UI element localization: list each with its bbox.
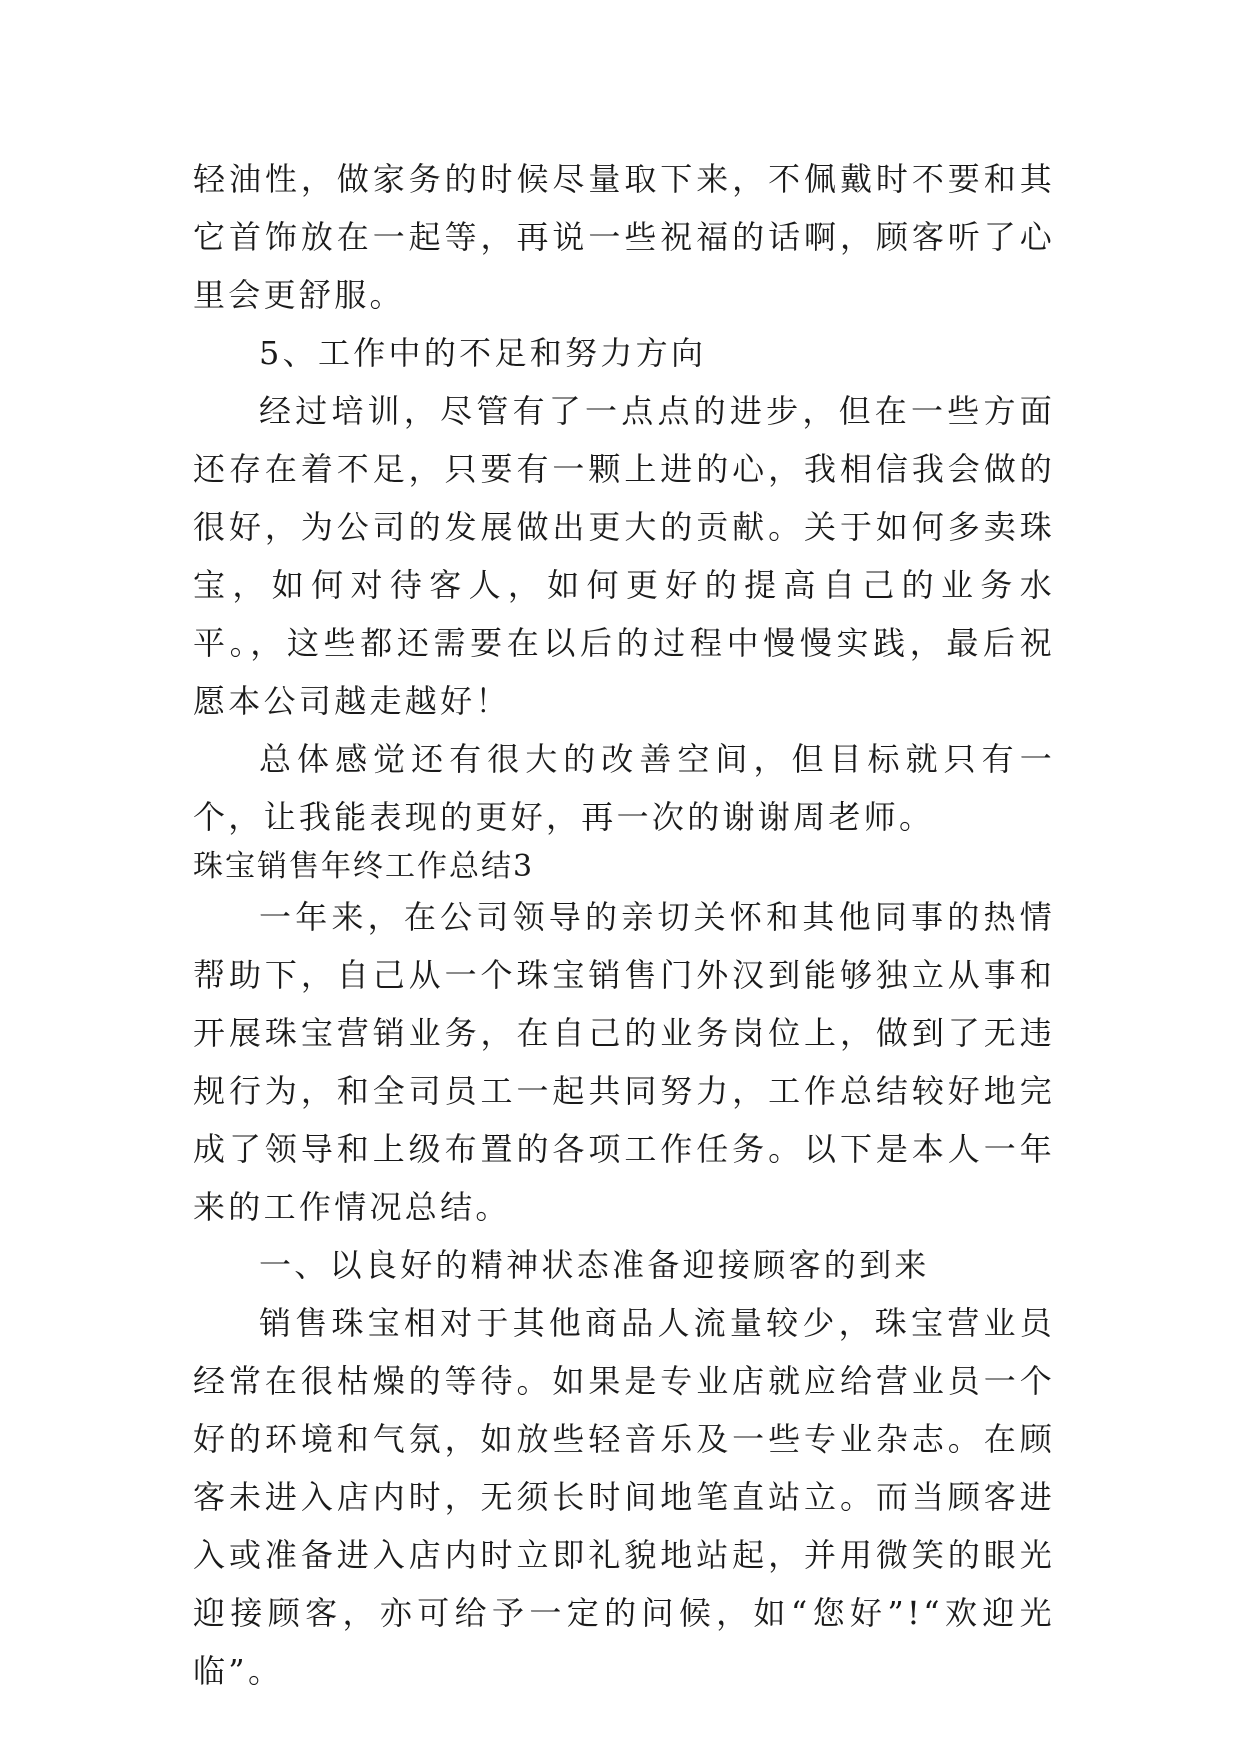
document-page <box>193 150 1055 1700</box>
document-title: 珠宝销售年终工作总结3 <box>193 849 535 884</box>
paragraph-year-review: 一年来，在公司领导的亲切关怀和其他同事的热情帮助下，自己从一个珠宝销售门外汉到能够独立从事和开展珠宝营销业务，在自己的业务岗位上，做到了无违规行为，和全司员工一起共同努力，工作总结较好地完成了领导和上级布置的各项工作任务。以下是本人一年来的工作情况总结。 <box>193 898 1055 1226</box>
paragraph-overall: 总体感觉还有很大的改善空间，但目标就只有一个，让我能表现的更好，再一次的谢谢周老师。 <box>193 740 1055 836</box>
paragraph-continued: 轻油性，做家务的时候尽量取下来，不佩戴时不要和其它首饰放在一起等，再说一些祝福的话啊，顾客听了心里会更舒服。 <box>193 160 1055 314</box>
section-heading-greeting: 一、以良好的精神状态准备迎接顾客的到来 <box>259 1246 930 1284</box>
section-heading-shortcomings: 5、工作中的不足和努力方向 <box>259 334 707 372</box>
paragraph-training: 经过培训，尽管有了一点点的进步，但在一些方面还存在着不足，只要有一颗上进的心，我相信我会做的很好，为公司的发展做出更大的贡献。关于如何多卖珠宝，如何对待客人，如何更好的提高自己的业务水平。，这些都还需要在以后的过程中慢慢实践，最后祝愿本公司越走越好！ <box>193 392 1055 720</box>
paragraph-greeting-customers: 销售珠宝相对于其他商品人流量较少，珠宝营业员经常在很枯燥的等待。如果是专业店就应给营业员一个好的环境和气氛，如放些轻音乐及一些专业杂志。在顾客未进入店内时，无须长时间地笔直站立。而当顾客进入或准备进入店内时立即礼貌地站起，并用微笑的眼光迎接顾客，亦可给予一定的问候，如“您好”!“欢迎光临”。 <box>193 1304 1055 1690</box>
